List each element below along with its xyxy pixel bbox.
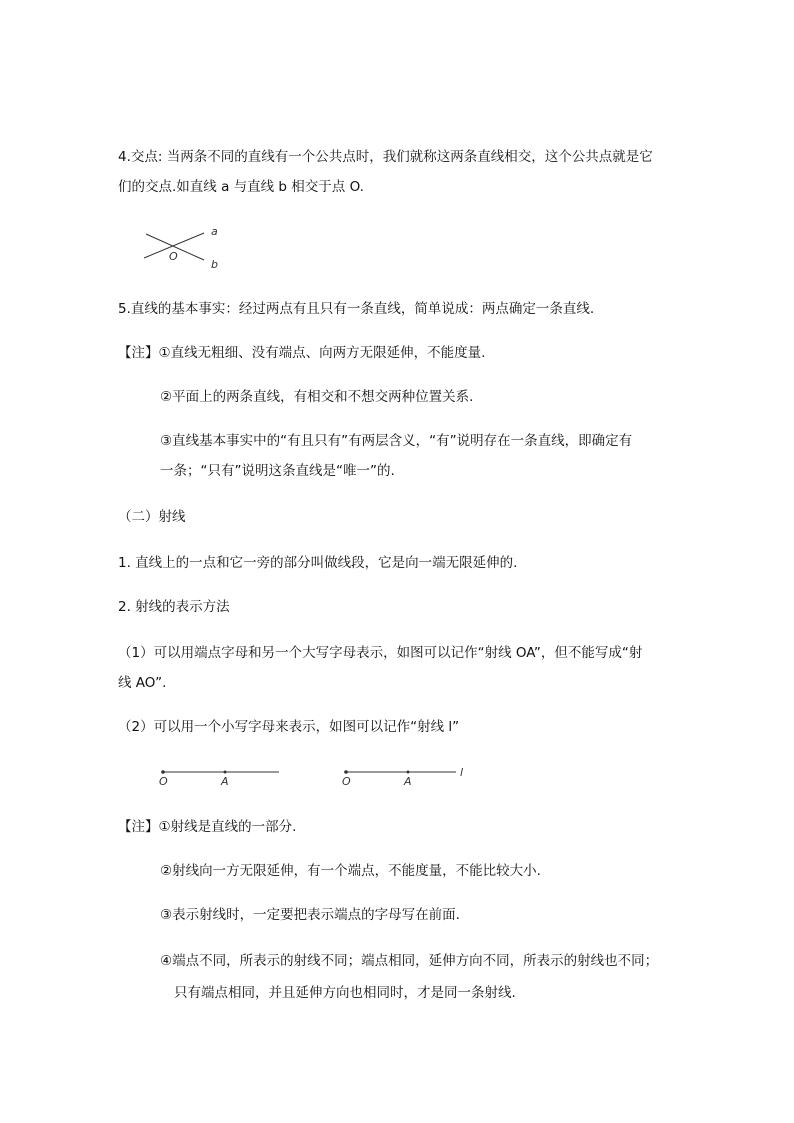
section4-line1: 4.交点: 当两条不同的直线有一个公共点时，我们就称这两条直线相交，这个公共点就是它 <box>118 149 653 165</box>
note2-item4-line2: 只有端点相同，并且延伸方向也相同时，才是同一条射线. <box>174 985 516 1001</box>
note2-item1: 【注】①射线是直线的一部分. <box>118 819 297 835</box>
ray-item2: 2. 射线的表示方法 <box>118 599 230 615</box>
note2-item2: ②射线向一方无限延伸，有一个端点，不能度量，不能比较大小. <box>160 863 541 879</box>
label-o: O <box>169 250 178 263</box>
note1-item3-line2: 一条；“只有”说明这条直线是“唯一”的. <box>160 463 395 479</box>
note1-item2: ②平面上的两条直线，有相交和不想交两种位置关系. <box>160 389 474 405</box>
note1-item3-line1: ③直线基本事实中的“有且只有”有两层含义，“有”说明存在一条直线，即确定有 <box>160 433 633 449</box>
ray-sub1-line1: （1）可以用端点字母和另一个大写字母表示，如图可以记作“射线 OA”，但不能写成“射 <box>118 645 643 661</box>
point-o <box>161 770 165 774</box>
note1-item1: 【注】①直线无粗细、没有端点、向两方无限延伸，不能度量. <box>118 345 486 361</box>
ray-sub2: （2）可以用一个小写字母来表示，如图可以记作“射线 l” <box>118 719 460 735</box>
ray-sub1-line2: 线 AO”. <box>118 675 167 691</box>
label-l: l <box>460 766 464 779</box>
intersecting-lines-figure <box>138 222 228 272</box>
label-o: O <box>342 775 351 788</box>
section4-line2: 们的交点.如直线 a 与直线 b 相交于点 O. <box>118 179 364 195</box>
point-a <box>407 771 410 774</box>
label-a: a <box>211 225 218 238</box>
note2-item3: ③表示射线时，一定要把表示端点的字母写在前面. <box>160 907 460 923</box>
ray-heading: （二）射线 <box>118 509 186 525</box>
label-b: b <box>211 258 218 271</box>
point-a <box>224 771 227 774</box>
label-o: O <box>159 775 168 788</box>
ray-item1: 1. 直线上的一点和它一旁的部分叫做线段，它是向一端无限延伸的. <box>118 555 518 571</box>
note2-item4-line1: ④端点不同，所表示的射线不同；端点相同，延伸方向不同，所表示的射线也不同； <box>160 953 659 969</box>
label-a: A <box>404 775 412 788</box>
ray-l-figure <box>338 762 478 792</box>
ray-oa-figure <box>155 762 285 792</box>
section5-text: 5.直线的基本事实：经过两点有且只有一条直线，简单说成：两点确定一条直线. <box>118 301 595 317</box>
point-o <box>344 770 348 774</box>
label-a: A <box>221 775 229 788</box>
